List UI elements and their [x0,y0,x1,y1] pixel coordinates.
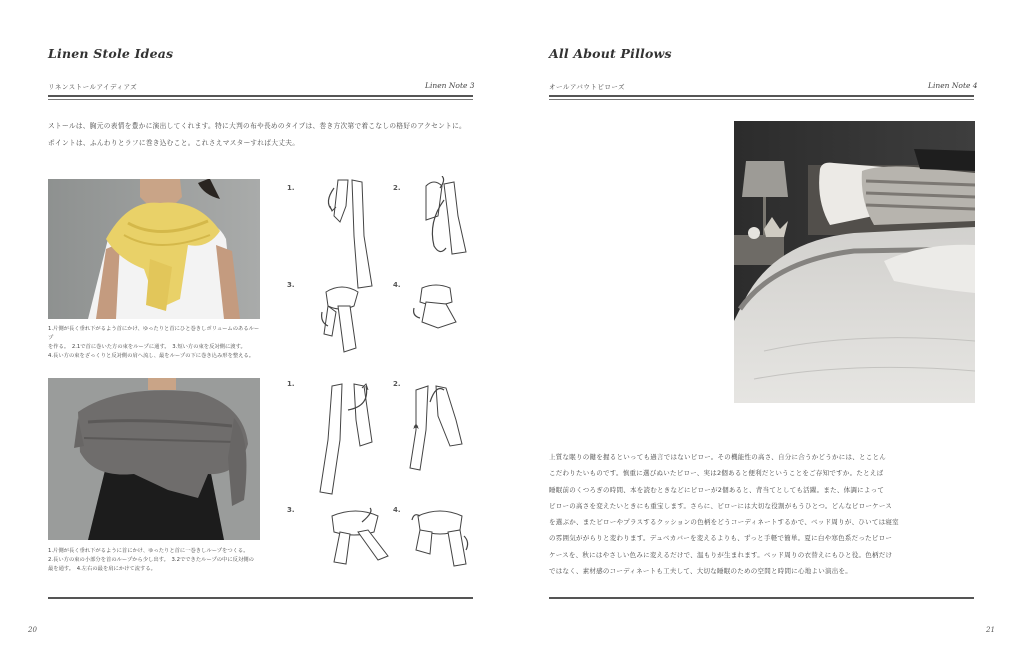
step-a-2-label: 2. [393,184,401,192]
right-section-title: All About Pillows [549,46,672,61]
step-b-1-label: 1. [287,380,295,388]
body-line-6: の雰囲気ががらりと変わります。デュベカバーを変えるよりも、ずっと手軽で簡単。夏に白や寒色系だったピロー [549,534,893,543]
scarf-step-b-1-illustration [314,380,384,498]
scarf-step-a-4-illustration [408,282,464,332]
scarf-step-a-3-illustration [318,282,368,354]
body-line-8: ではなく、素材感のコーディネートも工夫して、大切な睡眠のための空間と時間に心地よい演出を。 [549,567,852,576]
scarf-step-b-3-illustration [322,506,392,568]
left-section-title: Linen Stole Ideas [48,46,174,61]
bedroom-photo [734,121,975,403]
step-a-3-label: 3. [287,281,295,289]
caption-2-line-3: 最を通す。 4.左右の最を肩にかけて流する。 [48,566,156,572]
left-page-number: 20 [28,626,37,634]
yellow-scarf-photo [48,179,260,319]
caption-1-line-2: を作る。 2.1で首に巻いた方の束をループに通す。 3.短い方の束を反対側に渡す。 [48,344,246,350]
body-line-5: を選ぶか、またピローやプラスするクッションの色柄をどうコーディネートするかで、ベッド周りが、ひいては寝室 [549,518,899,527]
left-footer-rule [48,597,473,599]
body-line-1: 上質な眠りの鍵を握るといっても過言ではないピロー。その機能性の高さ、自分に合うかどうかには、とことん [549,453,886,461]
left-note-number: Linen Note 3 [425,81,475,90]
caption-1-line-3: 4.長い方の束をざっくりと反対側の肩へ流し、最をループの下に巻き込み形を整える。 [48,353,255,359]
body-line-7: ケースを、秋にはやさしい色みに変えるだけで、温もりが生まれます。ベッド周りの衣替えにもひと役。色柄だけ [549,550,893,559]
right-page-number: 21 [986,626,995,634]
pillow-body-text [549,449,977,579]
grey-scarf-photo [48,378,260,540]
right-footer-rule [549,597,974,599]
caption-1 [48,325,263,361]
scarf-step-a-1-illustration [318,176,378,290]
right-header-rule-thin [549,99,974,100]
step-a-1-label: 1. [287,184,295,192]
step-b-2-label: 2. [393,380,401,388]
step-b-3-label: 3. [287,506,295,514]
scarf-step-a-2-illustration [414,176,474,260]
right-header-rule [549,95,974,97]
body-line-4: ピローの高さを変えたいときにも重宝します。さらに、ピローには大切な役割がもうひとつ。どんなピローケース [549,501,893,510]
right-subtitle: オールアバウトピローズ [549,83,626,91]
caption-1-line-1: 1.片側が長く垂れ下がるよう首にかけ、ゆったりと首にひと巻きしボリュームのあるループ [48,326,260,341]
body-line-2: こだわりたいものです。慎重に選びぬいたピロー、実は2個あると便利だということをご存知ですか。たとえば [549,469,884,478]
caption-2-line-2: 2.長い方の束の小部分を首のループから少し出す。 3.2でできたループの中に反対側の [48,557,254,563]
right-note-number: Linen Note 4 [928,81,978,90]
left-intro-text [48,118,478,152]
caption-2-line-1: 1.片側が長く垂れ下がるように首にかけ、ゆったりと首に一巻きしループをつくる。 [48,548,249,554]
scarf-step-b-4-illustration [410,506,472,568]
intro-line-2: ポイントは、ふんわりとラフに巻き込むこと。これさえマスターすれば大丈夫。 [48,139,300,147]
scarf-step-b-2-illustration [406,380,468,472]
intro-line-1: ストールは、胸元の表情を豊かに演出してくれます。特に大判の布や長めのタイプは、巻き方次第で着こなしの格好のアクセントに。 [48,122,467,130]
caption-2 [48,547,263,574]
left-header-rule [48,95,473,97]
left-header-rule-thin [48,99,473,100]
step-a-4-label: 4. [393,281,401,289]
body-line-3: 睡眠前のくつろぎの時間、本を読むときなどにピローが2個あると、背当てとしても活躍。また、体調によって [549,485,885,494]
left-subtitle: リネンストールアイディアズ [48,83,138,91]
step-b-4-label: 4. [393,506,401,514]
